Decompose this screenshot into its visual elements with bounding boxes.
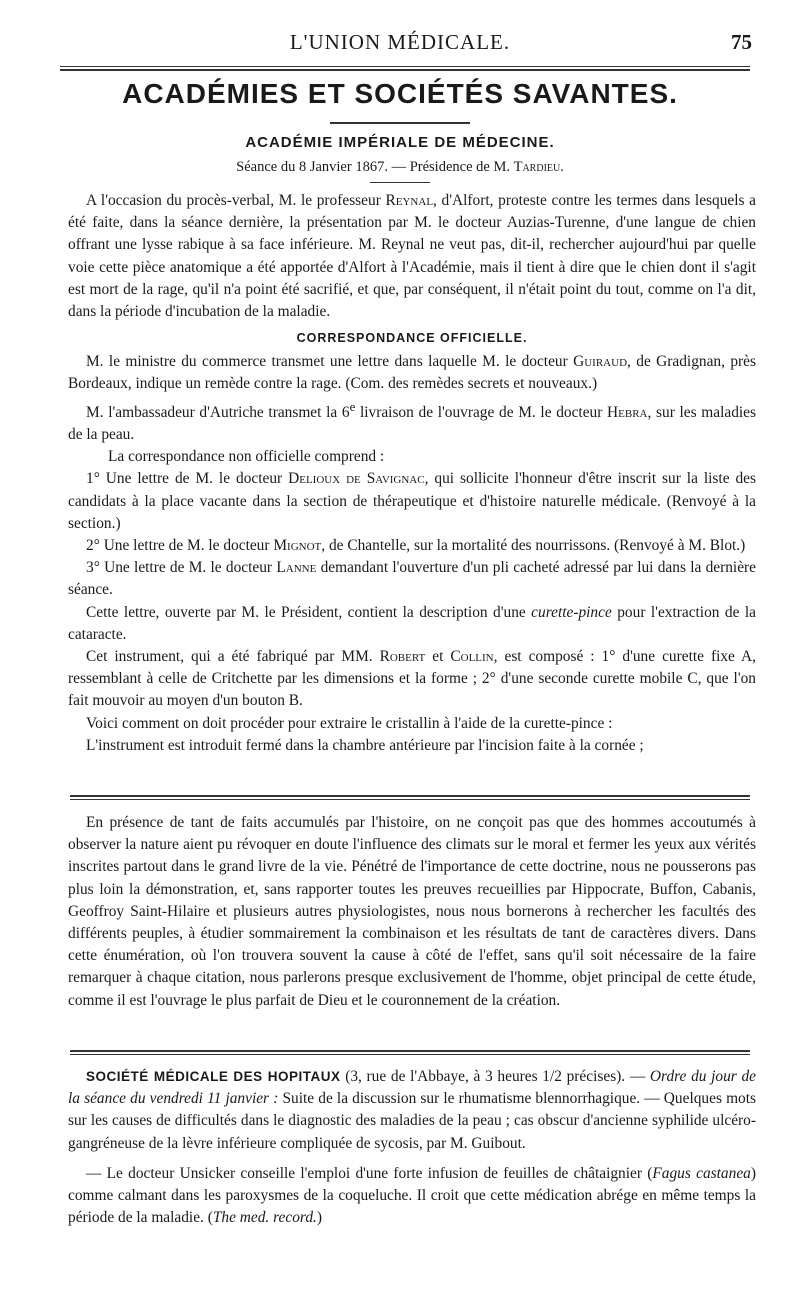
academy-subtitle: ACADÉMIE IMPÉRIALE DE MÉDECINE. xyxy=(245,134,555,151)
person-name: Collin xyxy=(450,647,494,665)
text-run: 2° Une lettre de M. le docteur xyxy=(86,536,274,554)
section-title: ACADÉMIES ET SOCIÉTÉS SAVANTES. xyxy=(122,78,678,109)
correspondance-paragraph: L'instrument est introduit fermé dans la chambre antérieure par l'incision faite à la cornée ; xyxy=(86,736,644,754)
feuilleton-paragraph: En présence de tant de faits accumulés par l'histoire, on ne conçoit pas que des hommes accoutumés à observer la nature aient pu révoquer en doute l'influence des climats sur le moral et fermer les yeux aux vérités inscrites partout dans le grand livre de la vie. Pénétré de l'importance de cette doctrine, nous ne pousserons pas plus loin la démonstration, et, sans rapporter toutes les preuves recueillies par Hippocrate, Buffon, Cabanis, Geoffroy Saint-Hilaire et plusieurs autres physiologistes, nous nous bornerons à rechercher les facultés des différents peuples, à étudier sommairement la combinaison et les résultats de tant de caractères divers. Dans cette énumération, où l'on trouvera souvent la cause à côté de l'effet, sans qu'il soit nécessaire de la faire remarquer à chaque citation, nous parlerons presque exclusivement de l'homme, objet principal de cette étude, comme il est l'ouvrage le plus parfait de Dieu et le couronnement de la création. xyxy=(68,814,756,1009)
text-run: , qui sollicite l'honneur d'être inscrit sur la liste des candidats à la place vacante dans la section de thérapeutique et d'histoire naturelle médicale. (Renvoyé à la section.) xyxy=(68,470,756,532)
person-name: Robert xyxy=(379,647,426,665)
text-run: , est composé : 1° d'une curette fixe A, ressemblant à celle de Critchette par les dimensions et la forme ; 2° d'une seconde curette mobile C, que l'on fait mouvoir au moyen d'un bouton B. xyxy=(68,647,756,710)
proces-verbal-paragraph xyxy=(68,190,756,323)
text-run: M. le ministre du commerce transmet une lettre dans laquelle M. le docteur xyxy=(86,353,574,371)
title-rule xyxy=(330,122,470,124)
text-run: Cette lettre, ouverte par M. le Président, contient la description d'une xyxy=(86,603,532,621)
italic-term: curette-pince xyxy=(531,603,612,621)
text-run: ) xyxy=(316,1209,323,1227)
session-line xyxy=(0,159,800,176)
text-run: , sur les maladies de la peau. xyxy=(68,403,756,443)
person-name: Hebra xyxy=(607,403,648,421)
societe-separator xyxy=(70,1050,750,1055)
correspondance-item xyxy=(68,468,756,535)
agenda-heading: Ordre du jour de la séance du vendredi 11 janvier : xyxy=(68,1068,756,1108)
societe-block xyxy=(68,1066,756,1229)
correspondance-paragraph: Voici comment on doit procéder pour extraire le cristallin à l'aide de la curette-pince : xyxy=(86,714,613,732)
superscript: e xyxy=(349,399,356,414)
text-run: A l'occasion du procès-verbal, M. le professeur xyxy=(86,192,386,209)
text-run: ) comme calmant dans les paroxysmes de la coqueluche. Il croit que cette médication abrége en même temps la période de la maladie. ( xyxy=(68,1164,756,1227)
note-paragraph xyxy=(68,1163,756,1230)
correspondance-paragraph xyxy=(68,396,756,447)
feuilleton-block xyxy=(68,812,756,1012)
person-name: Reynal xyxy=(385,192,434,209)
academy-report xyxy=(68,190,756,757)
person-name: Guiraud xyxy=(573,353,628,371)
text-run: , de Gradignan, près Bordeaux, indique un remède contre la rage. (Com. des remèdes secrets et nouveaux.) xyxy=(68,353,756,393)
text-run: Suite de la discussion sur le rhumatisme blennorrhagique. — Quelques mots sur les causes de difficultés dans le diagnostic des maladies de la peau ; cas obscur d'ancienne syphilide ulcéro-gangréneuse de la lèvre inférieure compliquée de sycosis, par M. Guibout. xyxy=(68,1090,757,1152)
societe-title: SOCIÉTÉ MÉDICALE DES HOPITAUX xyxy=(86,1069,341,1084)
text-run: livraison de l'ouvrage de M. le docteur xyxy=(355,403,608,421)
page-number: 75 xyxy=(731,30,752,54)
session-president: Tardieu xyxy=(513,159,561,175)
correspondance-paragraph xyxy=(68,602,756,646)
text-run: (3, rue de l'Abbaye, à 3 heures 1/2 précises). — xyxy=(340,1068,650,1085)
text-run: M. l'ambassadeur d'Autriche transmet la 6 xyxy=(86,403,350,421)
text-run: demandant l'ouverture d'un pli cacheté adressé par lui dans la dernière séance. xyxy=(68,559,756,599)
text-run: et xyxy=(425,647,451,665)
text-run: , de Chantelle, sur la mortalité des nourrissons. (Renvoyé à M. Blot.) xyxy=(321,536,746,554)
correspondance-item xyxy=(68,557,756,601)
text-run: Cet instrument, qui a été fabriqué par MM. xyxy=(86,647,380,665)
header-rule xyxy=(60,66,750,71)
person-name: Mignot xyxy=(273,536,322,554)
person-name: Lanne xyxy=(276,559,317,577)
text-run: , d'Alfort, proteste contre les termes dans lesquels a été faite, dans la séance dernière, la présentation par M. le docteur Auzias-Turenne, d'une langue de chien offrant une lysse rabique à sa face inférieure. M. Reynal ne veut pas, dit-il, rechercher aujourd'hui par quelle voie cette pièce anatomique a été apportée d'Alfort à l'Académie, mais il tient à dire que le chien dont il s'agit est mort de la rage, qu'il n'a point été sacrifié, et que, par conséquent, il n'était point du tout, comme on l'a dit, dans la période d'incubation de la maladie. xyxy=(68,192,756,321)
text-run: 3° Une lettre de M. le docteur xyxy=(86,559,277,577)
session-rule xyxy=(370,182,430,183)
session-suffix: . xyxy=(560,159,564,175)
feuilleton-separator xyxy=(70,795,750,800)
correspondance-paragraph xyxy=(68,646,756,713)
source-citation: The med. record. xyxy=(212,1209,317,1227)
text-run: 1° Une lettre de M. le docteur xyxy=(86,470,289,488)
session-prefix: Séance du 8 Janvier 1867. — Présidence de M. xyxy=(236,159,514,175)
latin-name: Fagus castanea xyxy=(652,1164,751,1182)
societe-paragraph xyxy=(68,1066,756,1155)
person-name: Delioux de Savignac xyxy=(288,470,425,488)
text-run: — Le docteur Unsicker conseille l'emploi d'une forte infusion de feuilles de châtaignier ( xyxy=(86,1164,653,1182)
text-run: pour l'extraction de la cataracte. xyxy=(68,603,757,643)
journal-title: L'UNION MÉDICALE. xyxy=(289,30,511,54)
running-head xyxy=(0,28,800,58)
correspondance-heading: CORRESPONDANCE OFFICIELLE. xyxy=(296,331,528,346)
correspondance-paragraph: La correspondance non officielle comprend : xyxy=(108,448,385,466)
correspondance-item xyxy=(68,535,756,557)
correspondance-paragraph xyxy=(68,351,756,395)
